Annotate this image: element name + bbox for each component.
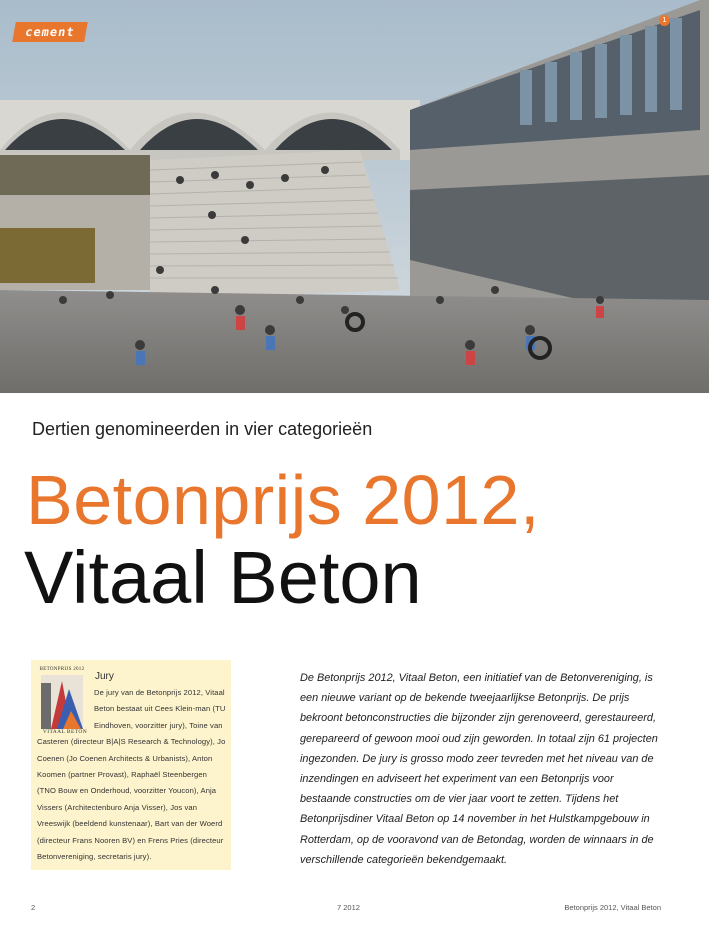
logo-bottom-label: VITAAL BETON [42,729,88,735]
article-title-line-2: Vitaal Beton [24,536,422,619]
jury-body: De jury van de Betonprijs 2012, Vitaal Beton bestaat uit Cees Klein-man (TU Eindhoven, voorzitter jury), Toine van Casteren (directeur B|A|S Research & Technology), Jo Coenen (Jo Coenen Architects & Urbanists), Anton Koomen (partner Provast), Raphaël Steenbergen (TNO Bouw en Onderhoud, voorzitter Youcon), Anja Vissers (Architectenburo Anja Visser), Jos van Vreeswijk (beeldend kunstenaar), Bart van der Woerd (directeur Frans Nooren BV) en Frens Pries (directeur Betonvereniging, secretaris jury). [37,688,226,862]
footer-page-number: 2 [31,903,36,912]
article-intro: De Betonprijs 2012, Vitaal Beton, een initiatief van de Betonvereniging, is een nieuwe variant op de bekende tweejaarlijkse Betonprijs. De prijs bekroont betonconstructies die bijzonder zijn gerenoveerd, gerestaureerd, gerepareerd of gewoon mooi oud zijn geworden. In totaal zijn 61 projecten ingezonden. De jury is grosso modo zeer tevreden met het niveau van de inzendingen en adviseert het experiment van een Betonprijs voor bestaande constructies om de vier jaar voort te zetten. Tijdens het Betonprijsdiner Vitaal Beton op 14 november in het Hulstkampgebouw in Rotterdam, op de vooravond van de Betondag, worden de winnaars in de verschillende categorieën bekendgemaakt. [300,672,658,866]
article-kicker: Dertien genomineerden in vier categorieën [32,419,373,439]
article-title-line-1: Betonprijs 2012, [26,461,540,539]
logo-top-label: BETONPRIJS 2012 [39,667,85,672]
hero-photo-illustration [0,0,709,393]
jury-heading: Jury [95,671,114,682]
page-marker-badge: 1 [659,15,670,26]
jury-text-block [37,685,227,865]
logo-text-wrap-space [37,685,94,734]
footer-issue: 7 2012 [337,903,360,912]
hero-photo [0,0,709,393]
magazine-logo: cement [12,22,88,42]
footer-running-title: Betonprijs 2012, Vitaal Beton [564,903,661,912]
